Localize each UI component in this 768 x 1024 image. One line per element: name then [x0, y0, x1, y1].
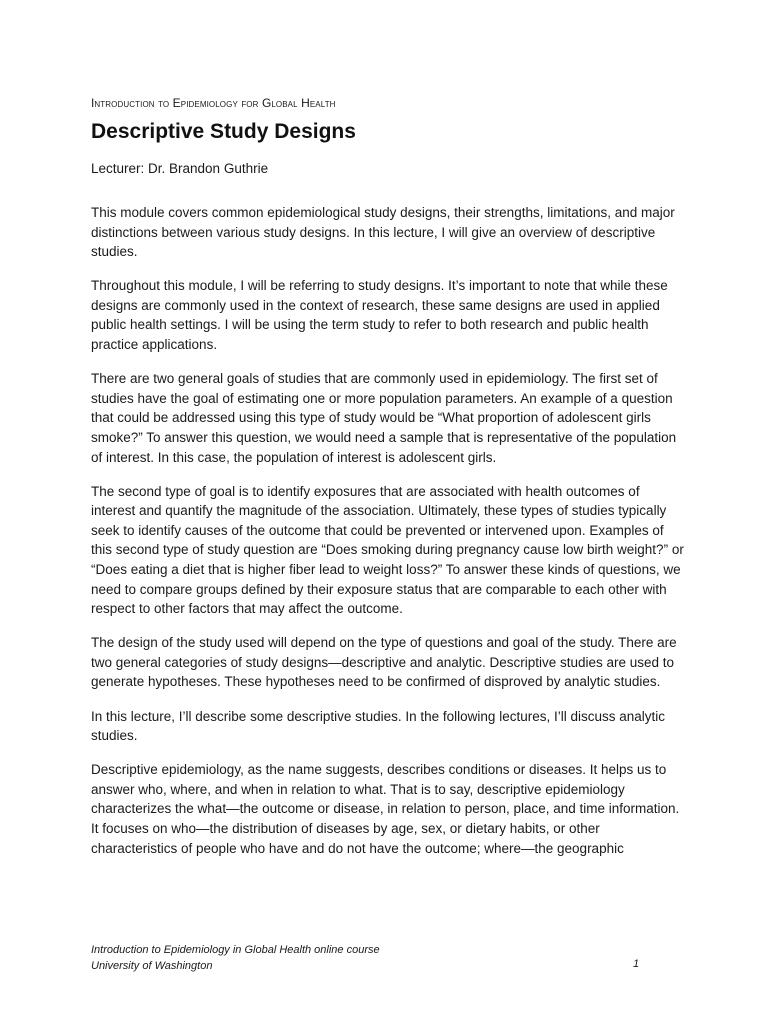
paragraph-1: This module covers common epidemiological study designs, their strengths, limitations, and major distinctions between various study designs. In this lecture, I will give an overview of descriptive studies.: [91, 205, 675, 260]
running-header: Introduction to Epidemiology for Global Health: [91, 96, 336, 110]
paragraph-5: The design of the study used will depend on the type of questions and goal of the study. There are two general categories of study designs—descriptive and analytic. Descriptive studies are used to generate hypotheses. These hypotheses need to be confirmed of disproved by analytic studies.: [91, 635, 677, 690]
paragraph-2: Throughout this module, I will be referring to study designs. It’s important to note that while these designs are commonly used in the context of research, these same designs are used in applied public health settings. I will be using the term study to refer to both research and public health practice applications.: [91, 278, 668, 353]
footer-course: Introduction to Epidemiology in Global Health online course: [91, 944, 380, 956]
paragraph-7: Descriptive epidemiology, as the name suggests, describes conditions or diseases. It helps us to answer who, where, and when in relation to what. That is to say, descriptive epidemiology characterizes the what—the outcome or disease, in relation to person, place, and time information. It focuses on who—the distribution of diseases by age, sex, or dietary habits, or other characteristics of people who have and do not have the outcome; where—the geographic: [91, 762, 680, 856]
paragraph-6: In this lecture, I’ll describe some descriptive studies. In the following lectures, I’ll discuss analytic studies.: [91, 708, 666, 744]
page-number: 1: [633, 958, 640, 970]
lecturer-line: Lecturer: Dr. Brandon Guthrie: [91, 161, 269, 176]
footer-institution: University of Washington: [91, 960, 213, 972]
page-footer: [91, 942, 651, 974]
paragraph-4: The second type of goal is to identify exposures that are associated with health outcomes of interest and quantify the magnitude of the association. Ultimately, these types of studies typically seek to identify causes of the outcome that could be prevented or intervened upon. Examples of this second type of study question are “Does smoking during pregnancy cause low birth weight?” or “Does eating a diet that is higher fiber lead to weight loss?” To answer these kinds of questions, we need to compare groups defined by their exposure status that are comparable to each other with respect to other factors that may affect the outcome.: [91, 483, 684, 617]
paragraph-3: There are two general goals of studies that are commonly used in epidemiology. The first set of studies have the goal of estimating one or more population parameters. An example of a question that could be addressed using this type of study would be “What proportion of adolescent girls smoke?” To answer this question, we would need a sample that is representative of the population of interest. In this case, the population of interest is adolescent girls.: [91, 371, 677, 465]
document-body: [91, 203, 686, 873]
page-title: Descriptive Study Designs: [91, 120, 356, 143]
